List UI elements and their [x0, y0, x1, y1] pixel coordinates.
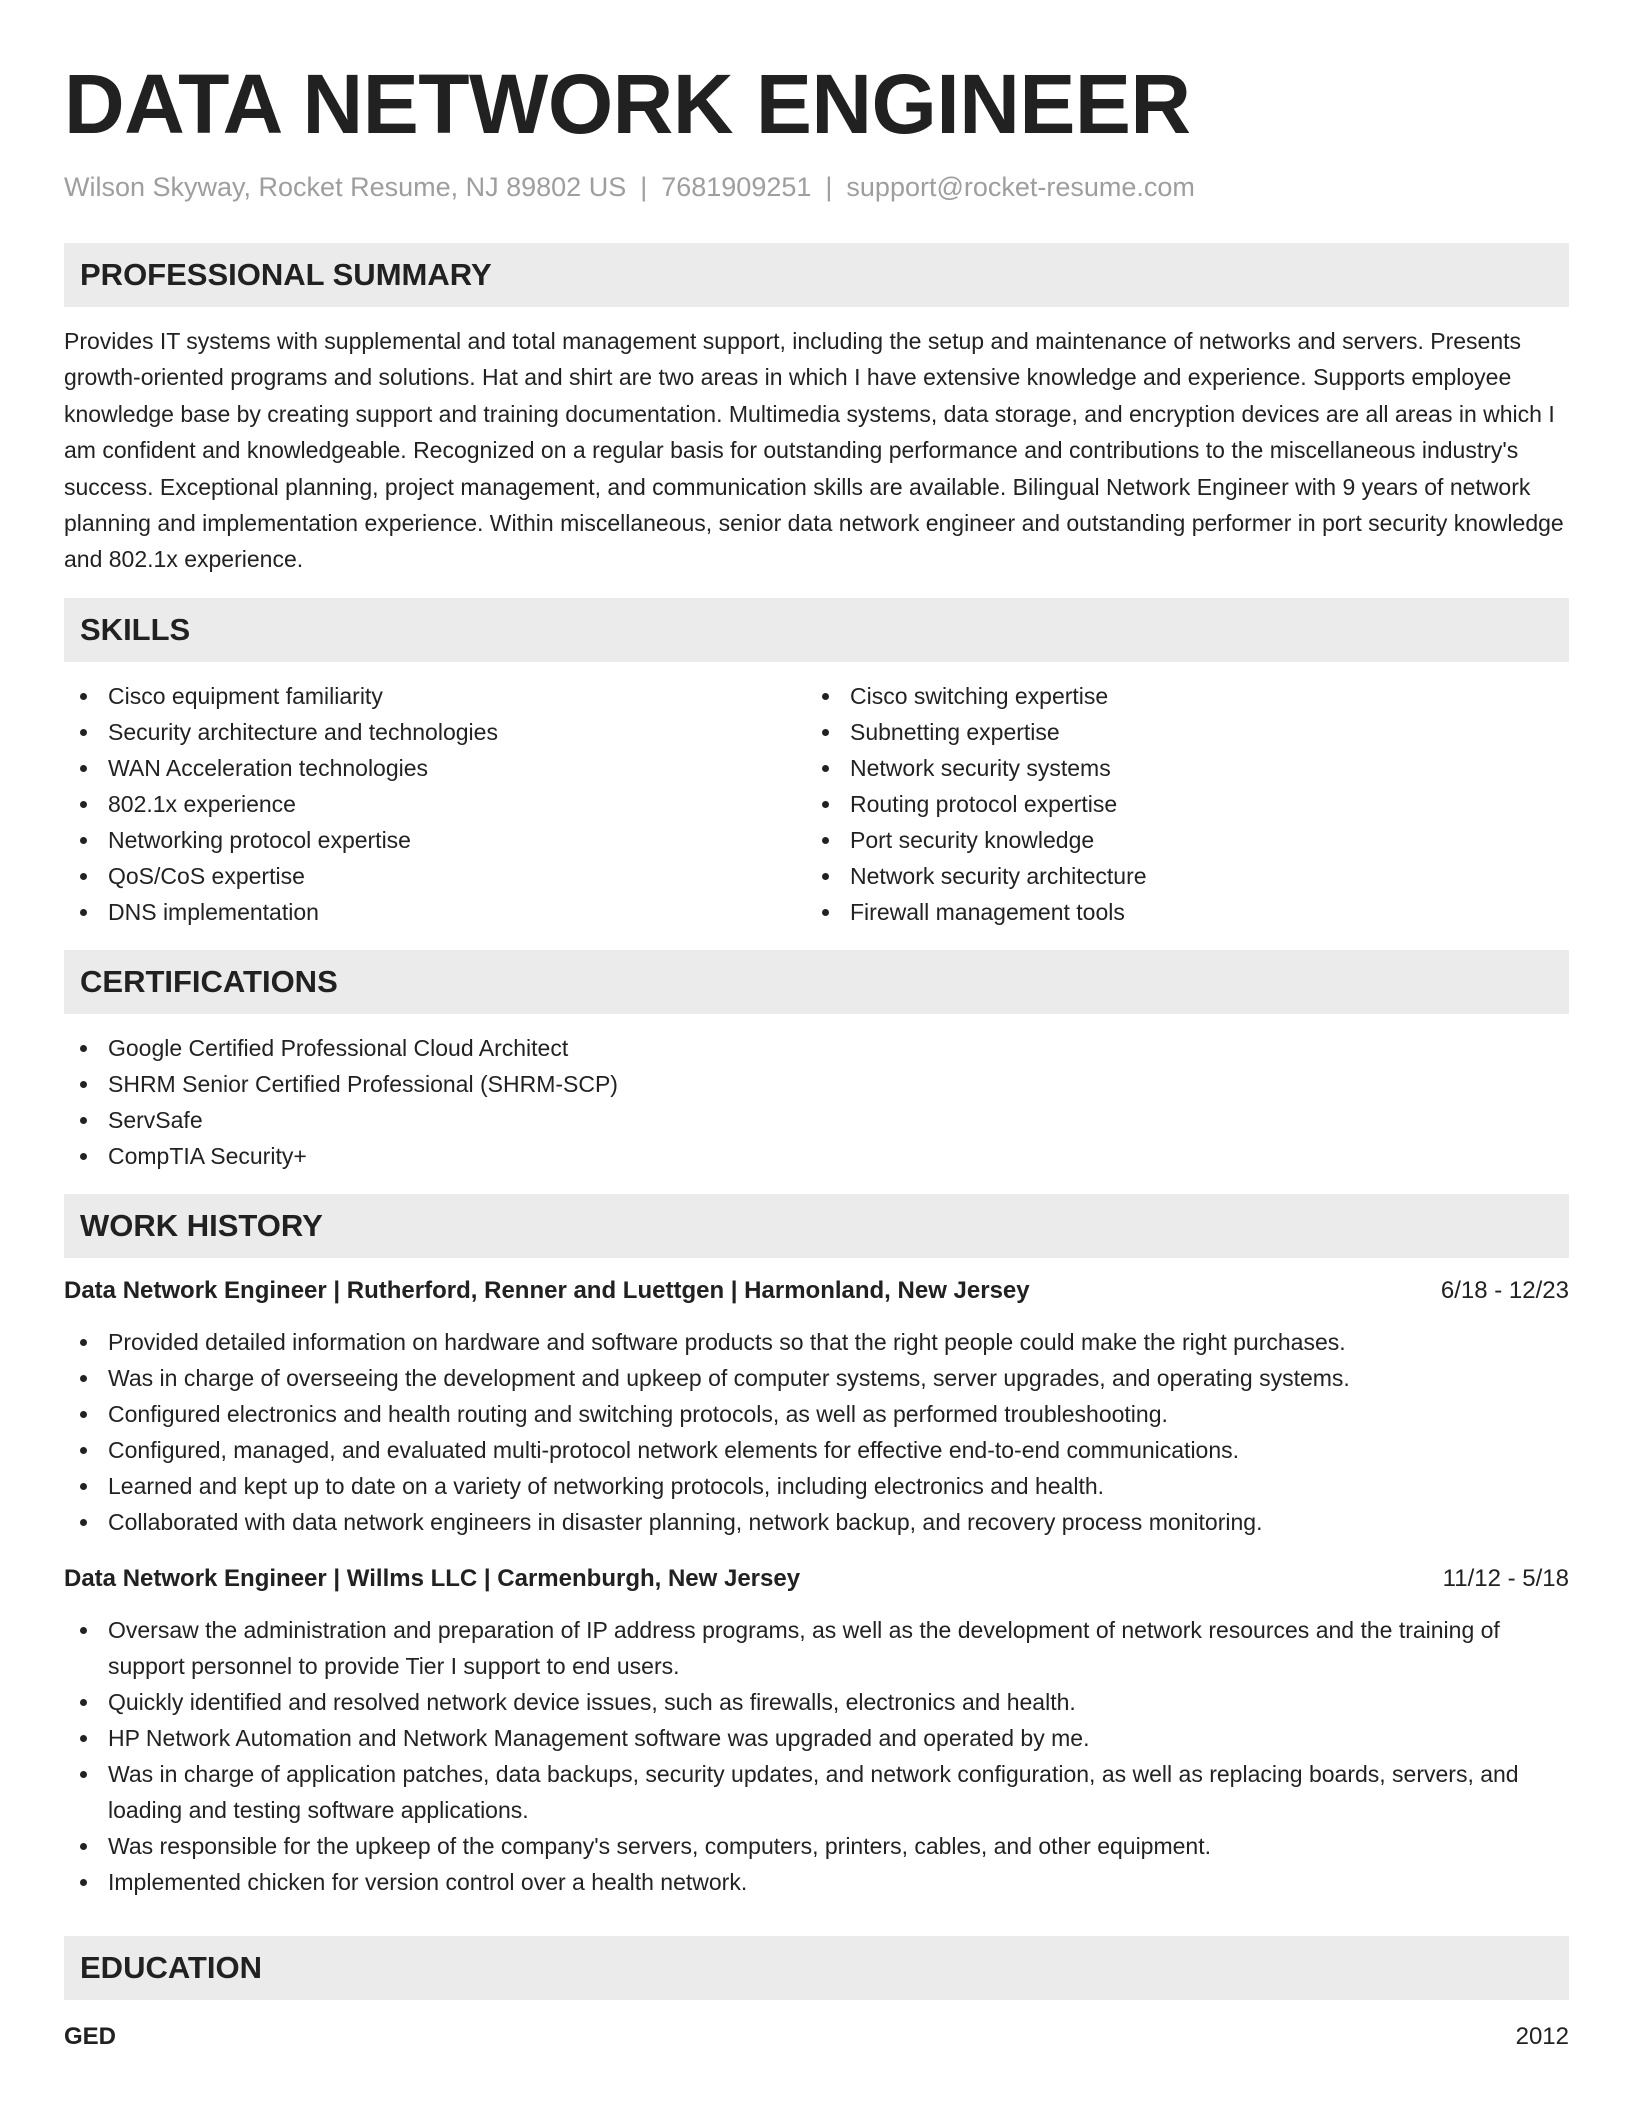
skill-item: Networking protocol expertise	[64, 822, 806, 858]
skill-item: Subnetting expertise	[806, 714, 1548, 750]
summary-text: Provides IT systems with supplemental and total management support, including the setup and maintenance of networks and servers. Presents growth-oriented programs and solutions. Hat and shirt are two areas in which I have extensive knowledge and experience. Supports employee knowledge base by creating support and training documentation. Multimedia systems, data storage, and encryption devices are all areas in which I am confident and knowledgeable. Recognized on a regular basis for outstanding performance and contributions to the miscellaneous industry's success. Exceptional planning, project management, and communication skills are available. Bilingual Network Engineer with 9 years of network planning and implementation experience. Within miscellaneous, senior data network engineer and outstanding performer in port security knowledge and 802.1x experience.	[64, 328, 1564, 573]
job-header	[64, 1562, 1569, 1596]
job-bullet: Was responsible for the upkeep of the company's servers, computers, printers, cables, and other equipment.	[64, 1828, 1569, 1864]
job-entry	[64, 1562, 1569, 1900]
skill-item: 802.1x experience	[64, 786, 806, 822]
job-bullet: Configured electronics and health routing and switching protocols, as well as performed troubleshooting.	[64, 1396, 1569, 1432]
skill-item: WAN Acceleration technologies	[64, 750, 806, 786]
skills-list-right	[806, 678, 1548, 930]
certification-item: ServSafe	[64, 1102, 1569, 1138]
skill-item: Network security systems	[806, 750, 1548, 786]
job-bullet: HP Network Automation and Network Management software was upgraded and operated by me.	[64, 1720, 1569, 1756]
resume-title: DATA NETWORK ENGINEER	[64, 57, 1191, 151]
job-header	[64, 1274, 1569, 1308]
skill-item: Routing protocol expertise	[806, 786, 1548, 822]
job-bullet: Oversaw the administration and preparation of IP address programs, as well as the development of network resources and the training of support personnel to provide Tier I support to end users.	[64, 1612, 1569, 1684]
contact-separator: |	[825, 172, 833, 202]
section-heading-work-history: WORK HISTORY	[64, 1194, 1569, 1258]
job-title: Data Network Engineer | Rutherford, Renner and Luettgen | Harmonland, New Jersey	[64, 1276, 1030, 1304]
job-bullet: Implemented chicken for version control over a health network.	[64, 1864, 1569, 1900]
job-bullets	[64, 1612, 1569, 1900]
job-bullet: Configured, managed, and evaluated multi-protocol network elements for effective end-to-end communications.	[64, 1432, 1569, 1468]
job-bullet: Was in charge of application patches, data backups, security updates, and network configuration, as well as replacing boards, servers, and loading and testing software applications.	[64, 1756, 1569, 1828]
skill-item: Security architecture and technologies	[64, 714, 806, 750]
section-heading-summary: PROFESSIONAL SUMMARY	[64, 243, 1569, 307]
certification-item: Google Certified Professional Cloud Architect	[64, 1030, 1569, 1066]
education-year: 2012	[1515, 2022, 1569, 2050]
job-bullet: Quickly identified and resolved network device issues, such as firewalls, electronics and health.	[64, 1684, 1569, 1720]
job-dates: 6/18 - 12/23	[1440, 1276, 1569, 1304]
skill-item: DNS implementation	[64, 894, 806, 930]
job-bullet: Learned and kept up to date on a variety of networking protocols, including electronics and health.	[64, 1468, 1569, 1504]
skill-item: Cisco switching expertise	[806, 678, 1548, 714]
contact-line	[64, 169, 1569, 205]
education-entry	[64, 2020, 1569, 2054]
certifications-list	[64, 1030, 1569, 1174]
skills-columns	[64, 678, 1569, 930]
job-bullets	[64, 1324, 1569, 1540]
education-degree: GED	[64, 2022, 117, 2050]
job-bullet: Collaborated with data network engineers in disaster planning, network backup, and recovery process monitoring.	[64, 1504, 1569, 1540]
skills-list-left	[64, 678, 806, 930]
skill-item: Cisco equipment familiarity	[64, 678, 806, 714]
certification-item: SHRM Senior Certified Professional (SHRM-SCP)	[64, 1066, 1569, 1102]
job-title: Data Network Engineer | Willms LLC | Carmenburgh, New Jersey	[64, 1564, 801, 1592]
skill-item: Port security knowledge	[806, 822, 1548, 858]
contact-email: support@rocket-resume.com	[846, 172, 1195, 202]
skill-item: Firewall management tools	[806, 894, 1548, 930]
contact-address: Wilson Skyway, Rocket Resume, NJ 89802 US	[64, 172, 627, 202]
job-bullet: Provided detailed information on hardware and software products so that the right people could make the right purchases.	[64, 1324, 1569, 1360]
job-bullet: Was in charge of overseeing the development and upkeep of computer systems, server upgrades, and operating systems.	[64, 1360, 1569, 1396]
certification-item: CompTIA Security+	[64, 1138, 1569, 1174]
contact-phone: 7681909251	[661, 172, 812, 202]
job-dates: 11/12 - 5/18	[1442, 1564, 1569, 1592]
section-heading-education: EDUCATION	[64, 1936, 1569, 2000]
section-heading-certifications: CERTIFICATIONS	[64, 950, 1569, 1014]
job-entry	[64, 1274, 1569, 1540]
contact-separator: |	[640, 172, 648, 202]
section-heading-skills: SKILLS	[64, 598, 1569, 662]
skill-item: Network security architecture	[806, 858, 1548, 894]
skill-item: QoS/CoS expertise	[64, 858, 806, 894]
